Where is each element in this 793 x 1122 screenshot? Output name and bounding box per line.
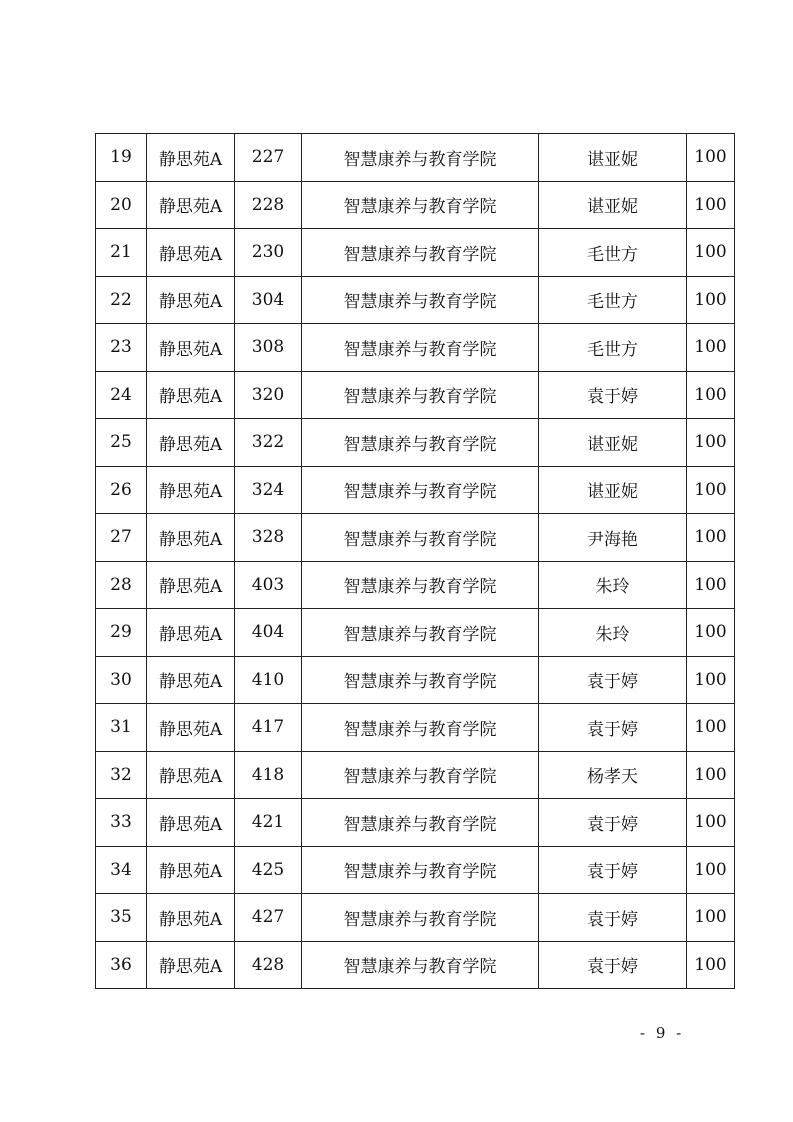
teacher-name: 杨孝天: [539, 751, 687, 799]
college-name: 智慧康养与教育学院: [302, 751, 539, 799]
building-name: 静思苑A: [147, 229, 235, 277]
building-name: 静思苑A: [147, 799, 235, 847]
college-name: 智慧康养与教育学院: [302, 561, 539, 609]
room-number: 427: [235, 894, 302, 942]
table-body: [96, 134, 735, 989]
score: 100: [687, 229, 735, 277]
building-name: 静思苑A: [147, 181, 235, 229]
room-number: 410: [235, 656, 302, 704]
room-number: 328: [235, 514, 302, 562]
college-name: 智慧康养与教育学院: [302, 134, 539, 182]
building-name: 静思苑A: [147, 371, 235, 419]
building-name: 静思苑A: [147, 514, 235, 562]
table-row: [96, 181, 735, 229]
teacher-name: 谌亚妮: [539, 466, 687, 514]
college-name: 智慧康养与教育学院: [302, 941, 539, 989]
room-number: 308: [235, 324, 302, 372]
table-row: [96, 656, 735, 704]
row-number: 19: [96, 134, 147, 182]
score: 100: [687, 324, 735, 372]
room-number: 421: [235, 799, 302, 847]
score: 100: [687, 419, 735, 467]
room-number: 320: [235, 371, 302, 419]
table-row: [96, 609, 735, 657]
room-number: 230: [235, 229, 302, 277]
college-name: 智慧康养与教育学院: [302, 799, 539, 847]
row-number: 27: [96, 514, 147, 562]
building-name: 静思苑A: [147, 846, 235, 894]
table-row: [96, 276, 735, 324]
row-number: 24: [96, 371, 147, 419]
table-row: [96, 514, 735, 562]
college-name: 智慧康养与教育学院: [302, 466, 539, 514]
building-name: 静思苑A: [147, 324, 235, 372]
room-number: 227: [235, 134, 302, 182]
table-row: [96, 751, 735, 799]
row-number: 29: [96, 609, 147, 657]
row-number: 22: [96, 276, 147, 324]
teacher-name: 尹海艳: [539, 514, 687, 562]
college-name: 智慧康养与教育学院: [302, 371, 539, 419]
teacher-name: 袁于婷: [539, 371, 687, 419]
teacher-name: 朱玲: [539, 609, 687, 657]
room-number: 324: [235, 466, 302, 514]
room-number: 425: [235, 846, 302, 894]
row-number: 30: [96, 656, 147, 704]
row-number: 23: [96, 324, 147, 372]
room-number: 304: [235, 276, 302, 324]
room-number: 428: [235, 941, 302, 989]
teacher-name: 袁于婷: [539, 894, 687, 942]
row-number: 33: [96, 799, 147, 847]
score: 100: [687, 799, 735, 847]
room-number: 418: [235, 751, 302, 799]
table-row: [96, 419, 735, 467]
score: 100: [687, 656, 735, 704]
room-number: 404: [235, 609, 302, 657]
room-number: 228: [235, 181, 302, 229]
score: 100: [687, 514, 735, 562]
college-name: 智慧康养与教育学院: [302, 846, 539, 894]
teacher-name: 谌亚妮: [539, 419, 687, 467]
building-name: 静思苑A: [147, 419, 235, 467]
row-number: 31: [96, 704, 147, 752]
table-row: [96, 799, 735, 847]
college-name: 智慧康养与教育学院: [302, 181, 539, 229]
building-name: 静思苑A: [147, 609, 235, 657]
score: 100: [687, 894, 735, 942]
room-number: 403: [235, 561, 302, 609]
teacher-name: 毛世方: [539, 276, 687, 324]
building-name: 静思苑A: [147, 656, 235, 704]
building-name: 静思苑A: [147, 276, 235, 324]
row-number: 25: [96, 419, 147, 467]
row-number: 35: [96, 894, 147, 942]
score: 100: [687, 609, 735, 657]
table-row: [96, 846, 735, 894]
score: 100: [687, 561, 735, 609]
row-number: 28: [96, 561, 147, 609]
room-number: 322: [235, 419, 302, 467]
table-row: [96, 229, 735, 277]
teacher-name: 袁于婷: [539, 656, 687, 704]
teacher-name: 毛世方: [539, 229, 687, 277]
college-name: 智慧康养与教育学院: [302, 419, 539, 467]
score: 100: [687, 276, 735, 324]
table-row: [96, 941, 735, 989]
college-name: 智慧康养与教育学院: [302, 894, 539, 942]
teacher-name: 谌亚妮: [539, 181, 687, 229]
score: 100: [687, 134, 735, 182]
building-name: 静思苑A: [147, 561, 235, 609]
row-number: 36: [96, 941, 147, 989]
row-number: 20: [96, 181, 147, 229]
college-name: 智慧康养与教育学院: [302, 514, 539, 562]
building-name: 静思苑A: [147, 941, 235, 989]
teacher-name: 袁于婷: [539, 799, 687, 847]
college-name: 智慧康养与教育学院: [302, 324, 539, 372]
college-name: 智慧康养与教育学院: [302, 656, 539, 704]
teacher-name: 袁于婷: [539, 846, 687, 894]
college-name: 智慧康养与教育学院: [302, 609, 539, 657]
score: 100: [687, 941, 735, 989]
row-number: 26: [96, 466, 147, 514]
college-name: 智慧康养与教育学院: [302, 229, 539, 277]
score: 100: [687, 846, 735, 894]
table-row: [96, 466, 735, 514]
row-number: 34: [96, 846, 147, 894]
teacher-name: 朱玲: [539, 561, 687, 609]
table-row: [96, 894, 735, 942]
score: 100: [687, 466, 735, 514]
score: 100: [687, 751, 735, 799]
building-name: 静思苑A: [147, 704, 235, 752]
table-row: [96, 324, 735, 372]
room-number: 417: [235, 704, 302, 752]
row-number: 21: [96, 229, 147, 277]
building-name: 静思苑A: [147, 134, 235, 182]
table-row: [96, 561, 735, 609]
inspection-table: [95, 133, 735, 989]
college-name: 智慧康养与教育学院: [302, 704, 539, 752]
table-row: [96, 371, 735, 419]
score: 100: [687, 181, 735, 229]
building-name: 静思苑A: [147, 894, 235, 942]
table-row: [96, 134, 735, 182]
page-number: - 9 -: [640, 1024, 685, 1042]
score: 100: [687, 704, 735, 752]
teacher-name: 袁于婷: [539, 704, 687, 752]
teacher-name: 袁于婷: [539, 941, 687, 989]
row-number: 32: [96, 751, 147, 799]
teacher-name: 毛世方: [539, 324, 687, 372]
teacher-name: 谌亚妮: [539, 134, 687, 182]
college-name: 智慧康养与教育学院: [302, 276, 539, 324]
table-row: [96, 704, 735, 752]
score: 100: [687, 371, 735, 419]
building-name: 静思苑A: [147, 751, 235, 799]
building-name: 静思苑A: [147, 466, 235, 514]
